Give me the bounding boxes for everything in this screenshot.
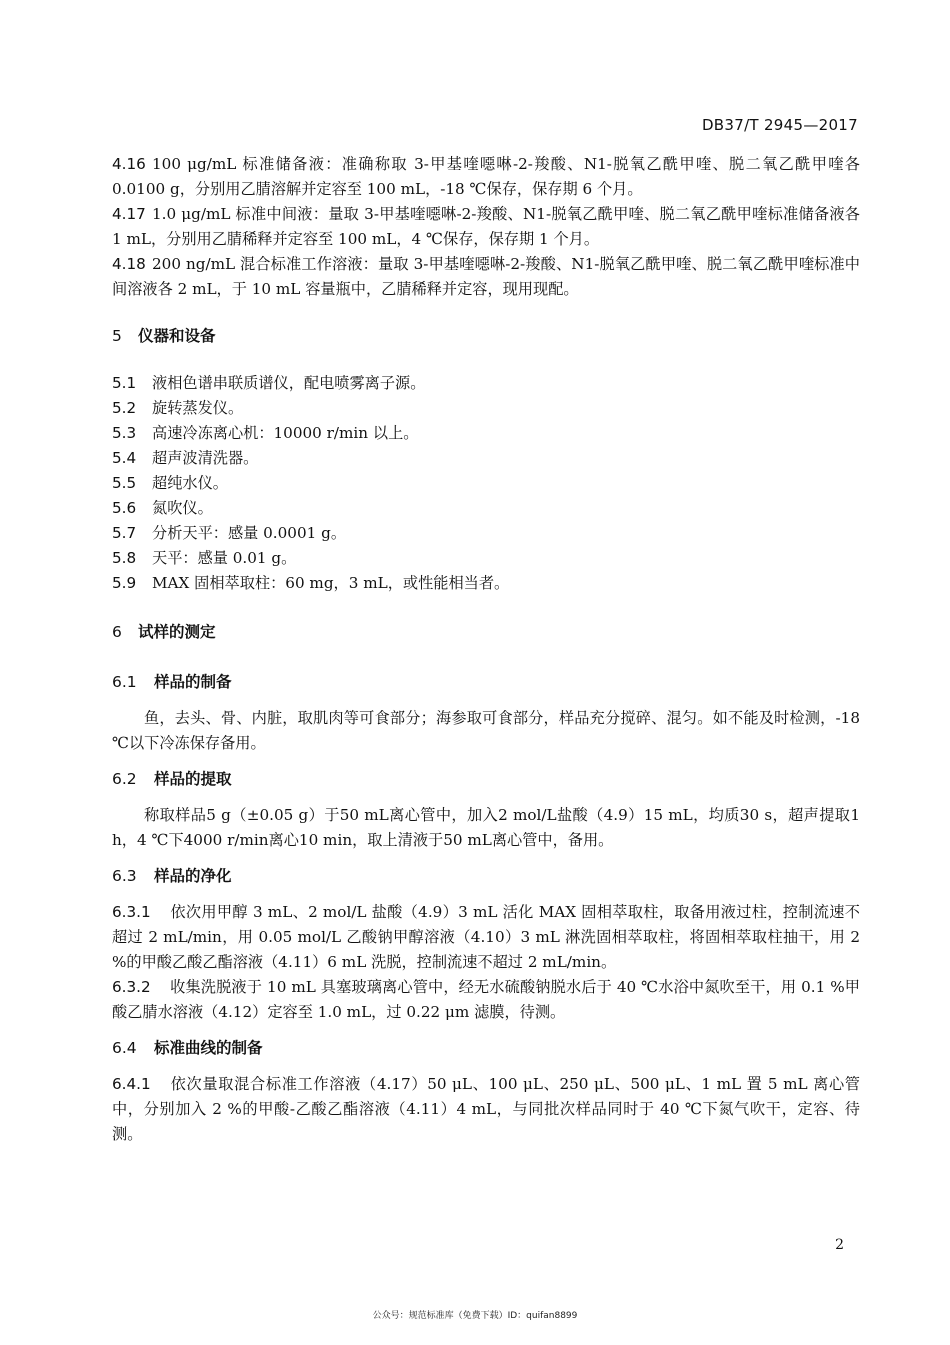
section-6-2-heading: 6.2 样品的提取 [112,770,232,788]
equipment-item: 5.2 旋转蒸发仪。 [112,399,244,417]
document-body [112,152,860,1147]
standard-code: DB37/T 2945—2017 [701,116,858,134]
clause-6-4-1: 6.4.1 依次量取混合标准工作溶液（4.17）50 μL、100 μL、250 μL、500 μL、1 mL 置 5 mL 离心管中，分别加入 2 %的甲酸-乙酸乙酯溶液（4.11）4 mL，与同批次样品同时于 40 ℃下氮气吹干，定容、待测。 [112,1075,860,1143]
equipment-item: 5.4 超声波清洗器。 [112,449,259,467]
clause-4-16: 4.16 100 μg/mL 标准储备液：准确称取 3-甲基喹噁啉-2-羧酸、N1-脱氧乙酰甲喹、脱二氧乙酰甲喹各 0.0100 g，分别用乙腈溶解并定容至 100 mL，-18 ℃保存，保存期 6 个月。 [112,155,860,198]
page-number: 2 [835,1237,844,1253]
equipment-item: 5.6 氮吹仪。 [112,499,213,517]
equipment-item: 5.5 超纯水仪。 [112,474,228,492]
clause-4-18: 4.18 200 ng/mL 混合标准工作溶液：量取 3-甲基喹噁啉-2-羧酸、N1-脱氧乙酰甲喹、脱二氧乙酰甲喹标准中间溶液各 2 mL，于 10 mL 容量瓶中，乙腈稀释并定容，现用现配。 [112,255,860,298]
section-5-heading: 5 仪器和设备 [112,327,216,345]
section-6-heading: 6 试样的测定 [112,623,216,641]
equipment-item: 5.9 MAX 固相萃取柱：60 mg，3 mL，或性能相当者。 [112,574,510,592]
footer-watermark-text: 公众号：规范标准库（免费下载）ID：quifan8899 [372,1311,578,1321]
section-6-1-text: 鱼，去头、骨、内脏，取肌肉等可食部分；海参取可食部分，样品充分搅碎、混匀。如不能及时检测，-18 ℃以下冷冻保存备用。 [112,709,860,752]
equipment-item: 5.7 分析天平：感量 0.0001 g。 [112,524,347,542]
clause-6-3-1: 6.3.1 依次用甲醇 3 mL、2 mol/L 盐酸（4.9）3 mL 活化 MAX 固相萃取柱，取备用液过柱，控制流速不超过 2 mL/min，用 0.05 mol/L 乙酸钠甲醇溶液（4.10）3 mL 淋洗固相萃取柱，将固相萃取柱抽干，用 2 %的甲酸乙酸乙酯溶液（4.11）6 mL 洗脱，控制流速不超过 2 mL/min。 [112,903,860,971]
section-6-4-heading: 6.4 标准曲线的制备 [112,1039,263,1057]
equipment-item: 5.3 高速冷冻离心机：10000 r/min 以上。 [112,424,419,442]
equipment-item: 5.8 天平：感量 0.01 g。 [112,549,297,567]
section-6-1-heading: 6.1 样品的制备 [112,673,232,691]
equipment-item: 5.1 液相色谱串联质谱仪，配电喷雾离子源。 [112,374,426,392]
clause-4-17: 4.17 1.0 μg/mL 标准中间液：量取 3-甲基喹噁啉-2-羧酸、N1-脱氧乙酰甲喹、脱二氧乙酰甲喹标准储备液各 1 mL，分别用乙腈稀释并定容至 100 mL，4 ℃保存，保存期 1 个月。 [112,205,860,248]
equipment-list [112,371,860,596]
section-6-3-heading: 6.3 样品的净化 [112,867,232,885]
section-6-2-text: 称取样品5 g（±0.05 g）于50 mL离心管中，加入2 mol/L盐酸（4.9）15 mL，均质30 s，超声提取1 h，4 ℃下4000 r/min离心10 min，取上清液于50 mL离心管中，备用。 [112,806,860,849]
clause-6-3-2: 6.3.2 收集洗脱液于 10 mL 具塞玻璃离心管中，经无水硫酸钠脱水后于 40 ℃水浴中氮吹至干，用 0.1 %甲酸乙腈水溶液（4.12）定容至 1.0 mL，过 0.22 μm 滤膜，待测。 [112,978,860,1021]
